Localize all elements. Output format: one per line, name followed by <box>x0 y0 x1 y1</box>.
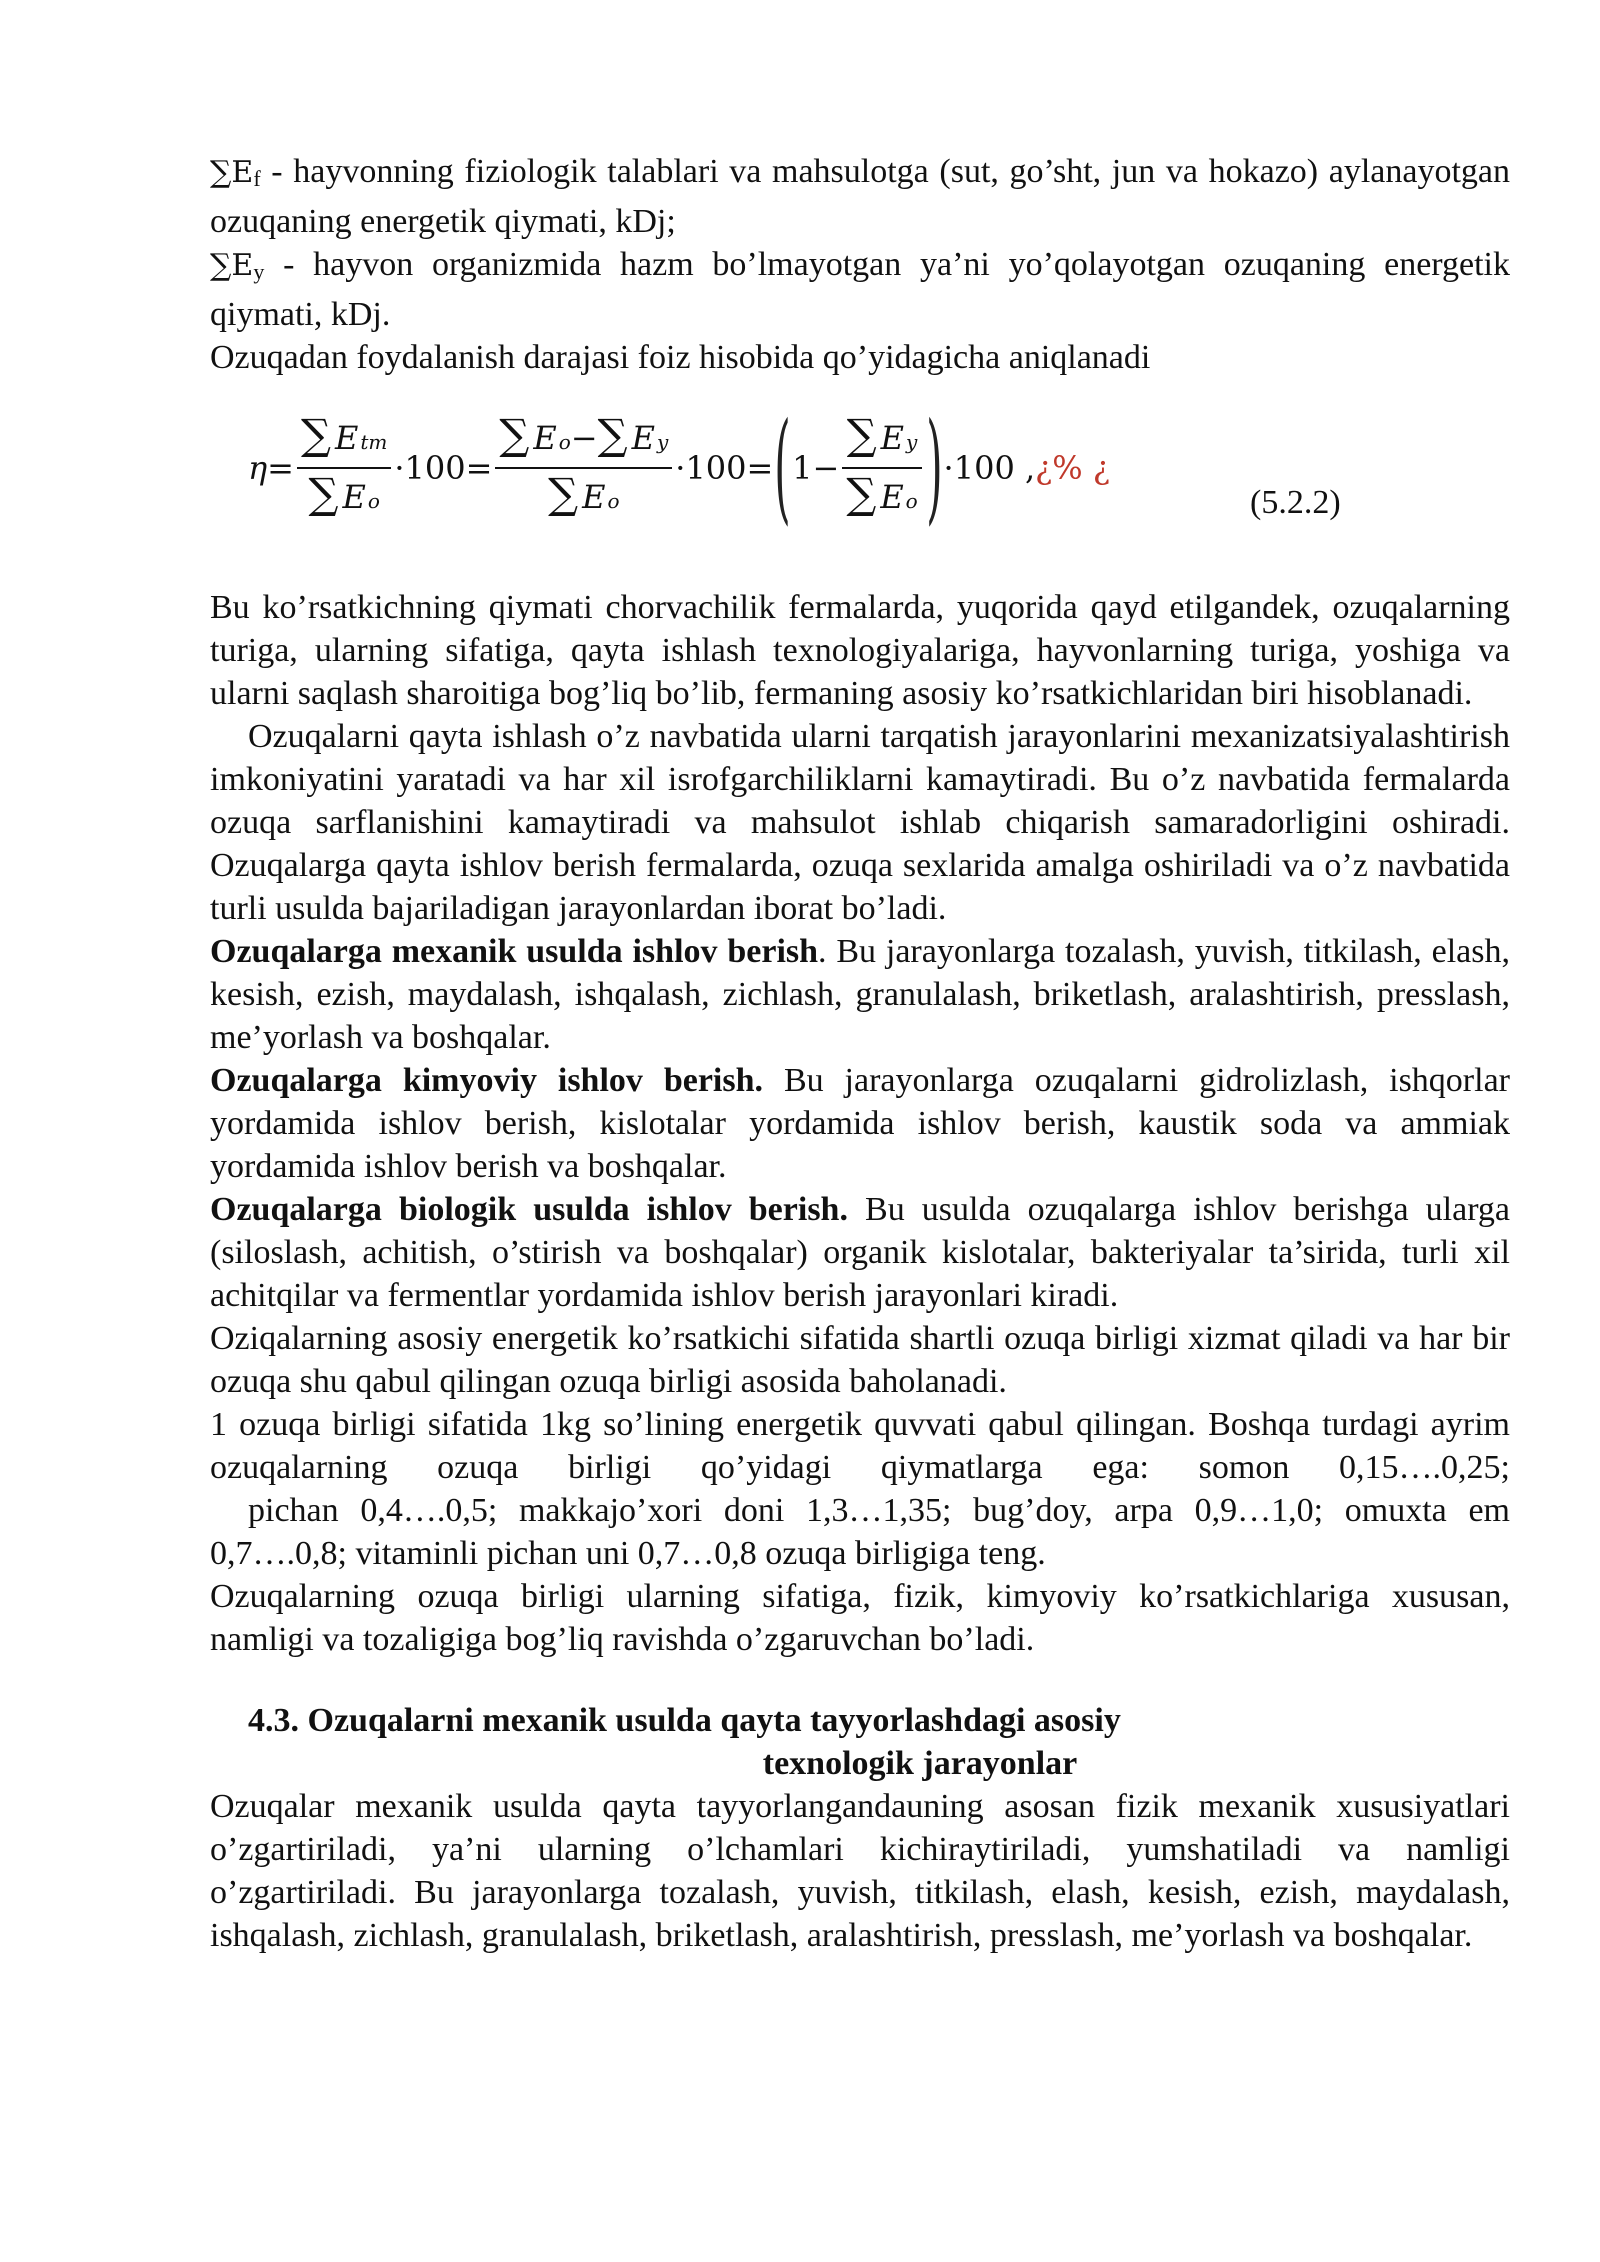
ey-symbol: ∑E <box>210 248 254 283</box>
ef-text: - hayvonning fiziologik talablari va mahsulotga (sut, go’sht, jun va hokazo) aylanayotgan ozuqaning energetik qiymati, kDj; <box>210 153 1510 240</box>
times-100-2: ·100 <box>675 448 747 487</box>
paragraph-mechanical <box>210 930 1510 1059</box>
paragraph-1: Bu ko’rsatkichning qiymati chorvachilik fermalarda, yuqorida qayd etilgandek, ozuqalarning turiga, ularning sifatiga, qayta ishlash texnologiyalariga, hayvonlarning turiga, yoshiga va ularni saqlash sharoitiga bog’liq bo’lib, fermaning asosiy ko’rsatkichlaridan biri hisoblanadi. <box>210 589 1510 712</box>
fraction-2-denominator <box>544 469 623 523</box>
ey-text: - hayvon organizmida hazm bo’lmayotgan ya’ni yo’qolayotgan ozuqaning energetik qiymati, kDj. <box>210 246 1510 333</box>
section-body: Ozuqalar mexanik usulda qayta tayyorlangandauning asosan fizik mexanik xususiyatlari o’zgartiriladi, ya’ni ularning o’lchamlari kichiraytiriladi, yumshatiladi va namligi o’zgartiriladi. Bu jarayonlarga tozalash, yuvish, titkilash, elash, kesish, ezish, maydalash, ishqalash, zichlash, granulalash, briketlash, aralashtirish, presslash, me’yorlash va boshqalar. <box>210 1788 1510 1954</box>
var-E: E <box>880 419 905 457</box>
equals-3: = <box>746 448 774 487</box>
paragraph-chemical-heading: Ozuqalarga kimyoviy ishlov berish. <box>210 1062 764 1099</box>
times-100-1: ·100 <box>394 448 466 487</box>
formula-5-2-2 <box>248 398 1111 537</box>
equals-2: = <box>465 448 493 487</box>
sub-y: y <box>656 430 669 454</box>
formula-tail: ·100 , <box>943 448 1036 487</box>
ey-subscript: y <box>253 259 265 284</box>
equals-1: = <box>267 448 294 487</box>
equation-number: (5.2.2) <box>1250 484 1341 521</box>
fraction-bar <box>495 467 672 469</box>
paragraph-chemical <box>210 1059 1510 1188</box>
ef-symbol: ∑E <box>210 155 254 190</box>
fraction-2 <box>495 410 672 523</box>
var-E: E <box>342 478 366 516</box>
sigma-symbol: ∑ <box>499 410 530 459</box>
fraction-3 <box>842 410 921 523</box>
minus-sign: − <box>812 448 840 487</box>
fraction-3-denominator <box>842 469 921 523</box>
var-E: E <box>582 478 606 516</box>
formula-intro: Ozuqadan foydalanish darajasi foiz hisobida qo’yidagicha aniqlanadi <box>210 339 1151 376</box>
paragraph-chemical-text: Bu jarayonlarga ozuqalarni gidrolizlash, ishqorlar yordamida ishlov berish, kislotalar yordamida ishlov berish, kaustik soda va ammiak yordamida ishlov berish va boshqalar. <box>210 1062 1510 1185</box>
fraction-1-denominator <box>304 469 383 523</box>
ef-subscript: f <box>253 166 261 191</box>
one: 1 <box>792 448 813 487</box>
sub-o: o <box>905 489 918 513</box>
sigma-symbol: ∑ <box>308 469 339 518</box>
sigma-symbol: ∑ <box>548 469 579 518</box>
sub-o: o <box>607 489 620 513</box>
section-heading-line-1: 4.3. Ozuqalarni mexanik usulda qayta tayyorlashdagi asosiy <box>248 1702 1121 1739</box>
paragraph-6: Oziqalarning asosiy energetik ko’rsatkichi sifatida shartli ozuqa birligi xizmat qiladi va har bir ozuqa shu qabul qilingan ozuqa birligi asosida baholanadi. <box>210 1320 1510 1400</box>
eta-symbol: η <box>248 448 268 487</box>
sigma-symbol: ∑ <box>300 410 331 459</box>
section-heading-line-2: texnologik jarayonlar <box>762 1745 1078 1782</box>
sub-y: y <box>906 430 918 454</box>
ey-definition <box>210 243 1510 336</box>
sigma-symbol: ∑ <box>846 469 877 518</box>
paragraph-7a: 1 ozuqa birligi sifatida 1kg so’lining energetik quvvati qabul qilingan. Boshqa turdagi ayrim ozuqalarning ozuqa birligi qo’yidagi qiymatlarga ega: somon 0,15….0,25; <box>210 1406 1510 1486</box>
section-heading <box>210 1699 1510 1785</box>
var-E: E <box>631 419 655 457</box>
paragraph-biological-text: Bu usulda ozuqalarga ishlov berishga ularga (siloslash, achitish, o’stirish va boshqalar) organik kislotalar, bakteriyalar ta’sirida, turli xil achitqilar va fermentlar yordamida ishlov berish jarayonlari kiradi. <box>210 1191 1511 1314</box>
var-E: E <box>533 419 557 457</box>
sub-tm: tm <box>360 430 388 454</box>
var-E: E <box>880 478 904 516</box>
sub-o: o <box>367 489 380 513</box>
fraction-1-numerator <box>297 410 391 464</box>
left-paren-icon: ( <box>774 398 791 537</box>
paragraph-mechanical-text: . Bu jarayonlarga tozalash, yuvish, titkilash, elash, kesish, ezish, maydalash, ishqalash, zichlash, granulalash, briketlash, aralashtirish, presslash, me’yorlash va boshqalar. <box>210 933 1510 1056</box>
paragraph-mechanical-heading: Ozuqalarga mexanik usulda ishlov berish <box>210 933 819 970</box>
page-body <box>210 150 1510 1957</box>
var-E: E <box>334 419 359 457</box>
fraction-1 <box>297 410 391 523</box>
paragraph-2: Ozuqalarni qayta ishlash o’z navbatida ularni tarqatish jarayonlarini mexanizatsiyalashtirish imkoniyatini yaratadi va har xil isrofgarchiliklarni kamaytiradi. Bu o’z navbatida fermalarda ozuqa sarflanishini kamaytiradi va mahsulot ishlab chiqarish samaradorligini oshiradi. Ozuqalarga qayta ishlov berish fermalarda, ozuqa sexlarida amalga oshiriladi va o’z navbatida turli usulda bajariladigan jarayonlardan iborat bo’ladi. <box>210 718 1510 927</box>
fraction-2-numerator <box>495 410 672 464</box>
fraction-3-numerator <box>843 410 922 464</box>
paragraph-biological-heading: Ozuqalarga biologik usulda ishlov berish. <box>210 1191 848 1228</box>
sigma-symbol: ∑ <box>597 410 628 459</box>
ef-definition <box>210 150 1510 243</box>
formula-block <box>210 393 1510 578</box>
sub-o: o <box>558 430 571 454</box>
sigma-symbol: ∑ <box>846 410 877 459</box>
paragraph-biological <box>210 1188 1510 1317</box>
right-paren-icon: ) <box>925 398 943 537</box>
paragraph-7b: pichan 0,4….0,5; makkajo’xori doni 1,3…1,35; bug’doy, arpa 0,9…1,0; omuxta em 0,7….0,8; vitaminli pichan uni 0,7…0,8 ozuqa birligiga teng. <box>210 1492 1510 1572</box>
paragraph-8: Ozuqalarning ozuqa birligi ularning sifatiga, fizik, kimyoviy ko’rsatkichlariga xususan, namligi va tozaligiga bog’liq ravishda o’zgaruvchan bo’ladi. <box>210 1578 1510 1658</box>
formula-tail-artifact: ¿% ¿ <box>1035 448 1111 487</box>
minus-sign: − <box>570 419 598 457</box>
